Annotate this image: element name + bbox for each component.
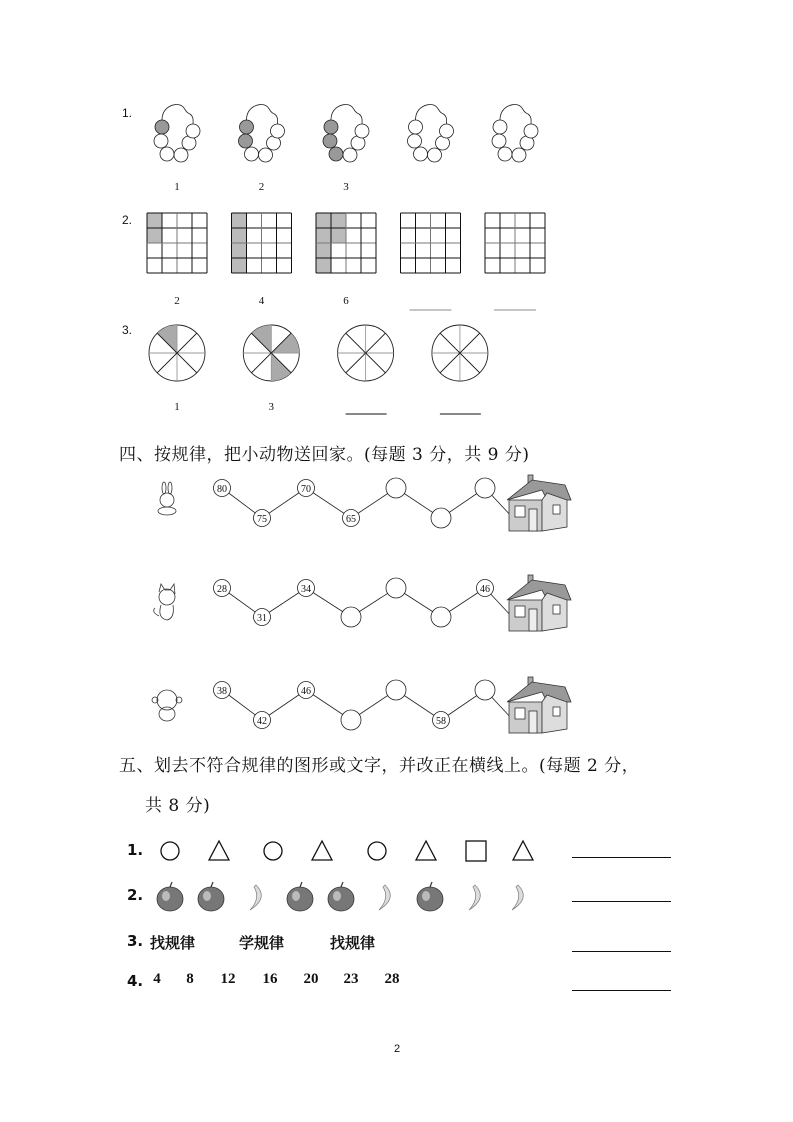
shaded-cell [331,228,346,243]
bead [492,134,506,148]
item-number: 1. [127,841,144,859]
question-number: 1. [122,106,133,120]
bead [524,124,538,138]
bead [323,134,337,148]
blank-circle[interactable] [341,710,361,730]
highlight [162,891,170,901]
item-number: 2. [127,886,144,904]
item-number: 3. [127,932,144,950]
shaded-cell [232,213,247,228]
answer-line[interactable] [572,901,671,902]
body [159,707,175,721]
circle-shape-icon[interactable] [161,842,179,860]
count-label: 2 [174,295,180,307]
grid-figure [485,213,545,273]
answer-line[interactable] [572,951,671,952]
roof [507,580,571,600]
count-label: 2 [258,181,265,193]
answer-line[interactable] [572,990,671,991]
sequence-number[interactable]: 4 [153,971,161,987]
house-icon [507,575,571,631]
sequence-number[interactable]: 20 [303,971,319,987]
section-five-heading: 五、划去不符合规律的图形或文字，并改正在横线上。(每题 2 分， [119,756,640,776]
string-outline [416,105,447,124]
number-label: 34 [301,584,311,595]
apple-icon[interactable] [328,882,354,911]
sheep-icon [152,690,182,721]
number-label: 75 [257,514,267,525]
banana-icon[interactable] [250,885,261,910]
bead [493,120,507,134]
bead [174,148,188,162]
section-four-heading: 四、按规律，把小动物送回家。(每题 3 分，共 9 分) [119,445,530,465]
window [515,606,525,617]
shaded-cell [147,228,162,243]
number-label: 42 [257,716,267,727]
item-number: 4. [127,972,144,990]
sequence-number[interactable]: 23 [343,971,359,987]
bead [409,120,423,134]
sequence-number[interactable]: 8 [186,971,194,987]
shaded-cell [316,213,331,228]
shaded-cell [232,243,247,258]
cat-icon [154,584,175,620]
bead-necklace-figure [239,105,285,162]
sequence-number[interactable]: 12 [220,971,236,987]
apple-icon[interactable] [157,882,183,911]
banana-icon[interactable] [379,885,390,910]
bead [186,124,200,138]
apple-icon[interactable] [198,882,224,911]
head [160,493,174,507]
number-label: 80 [217,484,227,495]
pie-figure [243,325,299,381]
side-window [553,707,560,716]
bead [440,124,454,138]
apple-body [417,887,443,911]
window [515,708,525,719]
count-label: 4 [258,295,265,307]
string-outline [247,105,278,124]
number-label: 31 [257,613,267,624]
house-icon [507,677,571,733]
bead [324,120,338,134]
stem [170,882,172,887]
bead-necklace-figure [492,105,538,162]
shaded-cell [232,258,247,273]
bead [355,124,369,138]
door [529,711,537,733]
number-label: 65 [346,514,356,525]
number-label: 70 [301,484,311,495]
window [515,506,525,517]
pattern-word[interactable]: 找规律 [150,934,196,952]
stem [211,882,213,887]
highlight [203,891,211,901]
triangle-shape-icon[interactable] [209,841,229,860]
bead [271,124,285,138]
roof [507,682,571,702]
grid-figure [316,213,376,273]
count-label: 3 [268,401,275,413]
bead [408,134,422,148]
grid-figure [147,213,207,273]
blank-circle[interactable] [475,680,495,700]
highlight [292,891,300,901]
apple-body [198,887,224,911]
shaded-cell [232,228,247,243]
blank-circle[interactable] [475,478,495,498]
door [529,509,537,531]
pie-figure [149,325,205,381]
pattern-word[interactable]: 找规律 [330,934,376,952]
shaded-cell [316,228,331,243]
bead [154,134,168,148]
apple-body [328,887,354,911]
apple-icon[interactable] [287,882,313,911]
pattern-word[interactable]: 学规律 [239,934,285,952]
bead [259,148,273,162]
string-outline [331,105,362,124]
string-outline [500,105,531,124]
triangle-shape-icon[interactable] [513,841,533,860]
string-outline [162,105,193,124]
pie-figure [338,325,394,381]
shaded-cell [147,213,162,228]
banana-icon[interactable] [469,885,480,910]
body [158,507,176,515]
ear [168,482,172,494]
grid-figure [401,213,461,273]
side-window [553,605,560,614]
question-number: 3. [122,323,133,337]
grid-figure [232,213,292,273]
house-icon [507,475,571,531]
number-label: 46 [480,584,490,595]
bead [155,120,169,134]
highlight [422,891,430,901]
head [159,589,175,605]
ear [162,482,166,494]
rabbit-icon [158,482,176,515]
triangle-shape-icon[interactable] [416,841,436,860]
bead [245,147,259,161]
bead [160,147,174,161]
blank-circle[interactable] [341,607,361,627]
count-label: 1 [174,401,180,413]
bead-necklace-figure [154,105,200,162]
circle-shape-icon[interactable] [368,842,386,860]
body [154,605,174,620]
bead [343,148,357,162]
highlight [333,891,341,901]
number-label: 38 [217,686,227,697]
bead-necklace-figure [408,105,454,162]
page-number: 2 [394,1043,401,1055]
number-label: 58 [436,716,446,727]
blank-circle[interactable] [386,578,406,598]
section-five-heading-cont: 共 8 分) [145,796,211,816]
count-label: 3 [343,181,349,193]
apple-body [157,887,183,911]
door [529,609,537,631]
bead [329,147,343,161]
blank-circle[interactable] [431,607,451,627]
apple-icon[interactable] [417,882,443,911]
bead [512,148,526,162]
blank-circle[interactable] [431,508,451,528]
bead [498,147,512,161]
count-label: 1 [174,181,180,193]
bead [240,120,254,134]
shaded-cell [316,243,331,258]
bead [239,134,253,148]
shaded-cell [331,213,346,228]
circle-shape-icon[interactable] [264,842,282,860]
bead [428,148,442,162]
answer-line[interactable] [572,857,671,858]
pie-figure [432,325,488,381]
shaded-cell [316,258,331,273]
question-number: 2. [122,213,133,227]
square-shape-icon[interactable] [466,841,486,861]
stem [341,882,343,887]
sequence-number[interactable]: 16 [262,971,278,987]
count-label: 6 [343,295,349,307]
bead-necklace-figure [323,105,369,162]
apple-body [287,887,313,911]
sequence-number[interactable]: 28 [384,971,400,987]
stem [430,882,432,887]
number-label: 46 [301,686,311,697]
banana-icon[interactable] [512,885,523,910]
blank-circle[interactable] [386,478,406,498]
number-label: 28 [217,584,227,595]
triangle-shape-icon[interactable] [312,841,332,860]
blank-circle[interactable] [386,680,406,700]
bead [414,147,428,161]
roof [507,480,571,500]
stem [300,882,302,887]
side-window [553,505,560,514]
